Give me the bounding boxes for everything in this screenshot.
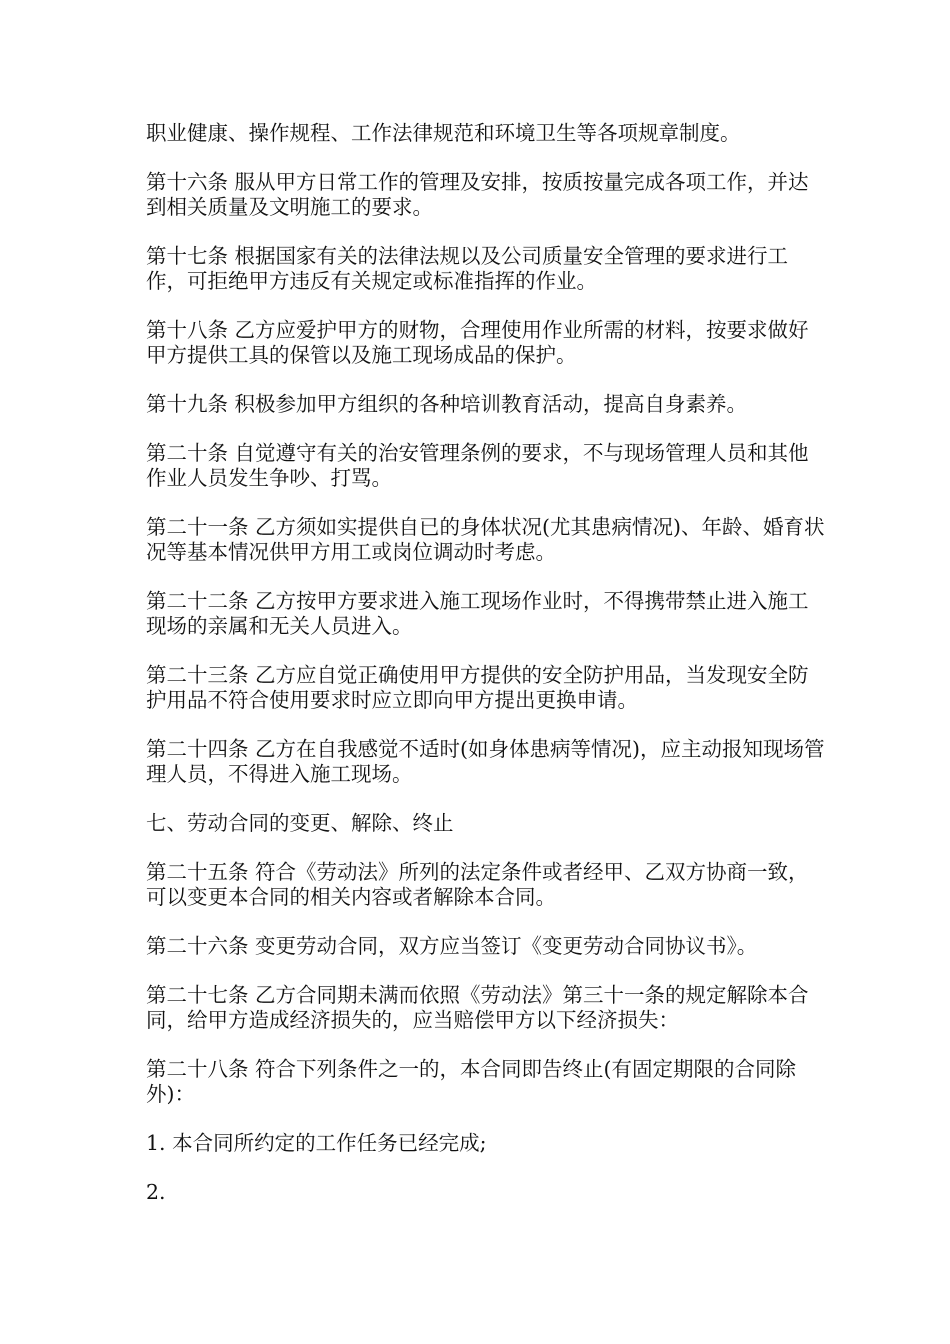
paragraph-article-26: 第二十六条 变更劳动合同，双方应当签订《变更劳动合同协议书》。 [146, 934, 758, 958]
paragraph-article-23: 第二十三条 乙方应自觉正确使用甲方提供的安全防护用品，当发现安全防护用品不符合使用要求时应立即向甲方提出更换申请。 [146, 663, 809, 712]
paragraph-article-16: 第十六条 服从甲方日常工作的管理及安排，按质按量完成各项工作，并达到相关质量及文明施工的要求。 [146, 170, 809, 219]
paragraph-safety-rules: 职业健康、操作规程、工作法律规范和环境卫生等各项规章制度。 [146, 121, 741, 145]
paragraph-article-21: 第二十一条 乙方须如实提供自已的身体状况(尤其患病情况)、年龄、婚育状况等基本情况供甲方用工或岗位调动时考虑。 [146, 515, 825, 564]
paragraph-article-22: 第二十二条 乙方按甲方要求进入施工现场作业时，不得携带禁止进入施工现场的亲属和无关人员进入。 [146, 589, 809, 638]
paragraph-article-17: 第十七条 根据国家有关的法律法规以及公司质量安全管理的要求进行工作，可拒绝甲方违反有关规定或标准指挥的作业。 [146, 244, 789, 293]
section-heading-contract-change: 七、劳动合同的变更、解除、终止 [146, 811, 454, 835]
document-body [146, 121, 826, 1229]
paragraph-article-19: 第十九条 积极参加甲方组织的各种培训教育活动，提高自身素养。 [146, 392, 748, 416]
paragraph-article-24: 第二十四条 乙方在自我感觉不适时(如身体患病等情况)，应主动报知现场管理人员，不得进入施工现场。 [146, 737, 825, 786]
paragraph-article-28: 第二十八条 符合下列条件之一的，本合同即告终止(有固定期限的合同除外)： [146, 1057, 797, 1106]
paragraph-article-20: 第二十条 自觉遵守有关的治安管理条例的要求，不与现场管理人员和其他作业人员发生争吵、打骂。 [146, 441, 809, 490]
paragraph-article-18: 第十八条 乙方应爱护甲方的财物，合理使用作业所需的材料，按要求做好甲方提供工具的保管以及施工现场成品的保护。 [146, 318, 809, 367]
list-item-2: 2. [146, 1180, 166, 1204]
paragraph-article-27: 第二十七条 乙方合同期未满而依照《劳动法》第三十一条的规定解除本合同，给甲方造成经济损失的，应当赔偿甲方以下经济损失： [146, 983, 809, 1032]
paragraph-article-25: 第二十五条 符合《劳动法》所列的法定条件或者经甲、乙双方协商一致，可以变更本合同的相关内容或者解除本合同。 [146, 860, 809, 909]
list-item-1: 1. 本合同所约定的工作任务已经完成; [146, 1131, 487, 1155]
